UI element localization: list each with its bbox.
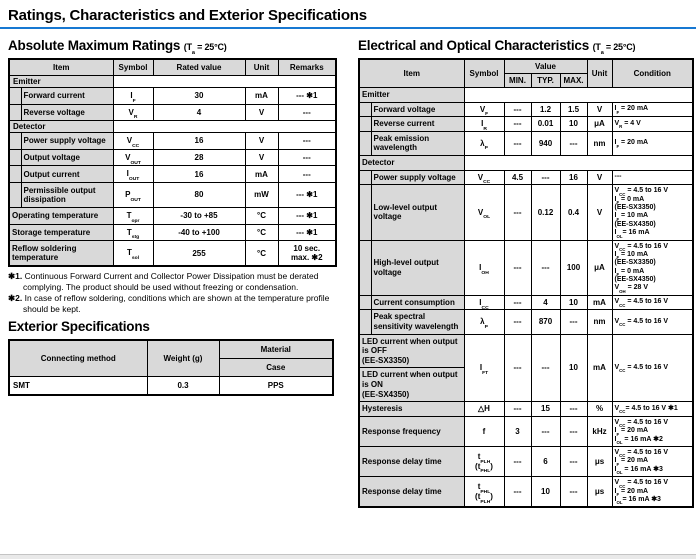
cell-symbol: $V_{CC}$ [464,170,504,185]
cell-min: 3 [504,416,531,446]
eoc-row [359,416,693,446]
cell-rated-value: 28 [153,149,245,166]
amr-footnotes [8,271,342,315]
cell-symbol: $t_{PLH}$ $(t_{PHL})$ [464,446,504,476]
cell-symbol: △H [464,402,504,417]
cell-min: --- [504,240,531,295]
cell-min: --- [504,446,531,476]
eoc-row [359,117,693,132]
cell-symbol: $P_{OUT}$ [113,182,153,207]
page-edge-band [0,554,696,559]
cell-min: --- [504,310,531,334]
cell-indent [359,185,371,240]
cell-blank [113,76,336,88]
cell-symbol: $\lambda_P$ [464,310,504,334]
eoc-row [359,170,693,185]
amr-row [9,121,336,133]
eoc-ta-note: $(T_a = 25^\circ C)$ [592,42,636,57]
cell-unit: V [245,133,278,150]
cell-condition: $I_F = 20$ mA [612,102,693,117]
col-header-symbol: Symbol [464,59,504,88]
eoc-header-row-1 [359,59,693,74]
cell-condition: $V_{CC} = 4.5$ to 16 V $I_F = 0$ mA (EE-SX3350) $I_F = 10$ mA (EE-SX4350) $I_{OL}= 16$ mA [612,185,693,240]
col-header-remarks: Remarks [278,59,336,76]
amr-row [9,88,336,105]
cell-symbol: $I_R$ [464,117,504,132]
cell-item: Hysteresis [359,402,464,417]
cell-symbol: $V_{OL}$ [464,185,504,240]
cell-item: Power supply voltage [371,170,464,185]
col-header-value: Value [504,59,587,74]
amr-row [9,224,336,241]
cell-unit: μs [587,446,612,476]
exterior-specifications-table [8,339,334,396]
col-header-symbol: Symbol [113,59,153,76]
cell-unit: °C [245,241,278,267]
cell-remarks: --- ✱1 [278,224,336,241]
cell-item: Peak emission wavelength [371,131,464,155]
cell-indent [9,88,21,105]
ext-header-row-1 [9,340,333,359]
cell-indent [9,104,21,121]
amr-row [9,133,336,150]
amr-table-body [9,76,336,267]
cell-remarks: --- [278,104,336,121]
cell-remarks: --- ✱1 [278,88,336,105]
cell-unit: % [587,402,612,417]
cell-unit: V [587,170,612,185]
cell-condition: $V_{CC} = 4.5$ to 16 V [612,295,693,310]
cell-min: --- [504,334,531,402]
cell-indent [359,240,371,295]
cell-rated-value: 16 [153,166,245,183]
cell-symbol: $I_{FT}$ [464,334,504,402]
eoc-row [359,131,693,155]
cell-typ: 4 [531,295,560,310]
cell-rated-value: 80 [153,182,245,207]
cell-item: Operating temperature [9,207,113,224]
eoc-row [359,295,693,310]
cell-item: Low-level output voltage [371,185,464,240]
eoc-row [359,446,693,476]
eoc-heading [358,38,694,57]
cell-typ: 940 [531,131,560,155]
exterior-heading: Exterior Specifications [8,318,150,334]
cell-indent [359,102,371,117]
cell-symbol: $V_{CC}$ [113,133,153,150]
cell-condition: $I_F = 20$ mA [612,131,693,155]
amr-row [9,149,336,166]
cell-condition: $V_R = 4$ V [612,117,693,132]
cell-item: Storage temperature [9,224,113,241]
cell-symbol: $V_{OUT}$ [113,149,153,166]
cell-section-item: Emitter [359,88,464,103]
cell-item: Response delay time [359,477,464,508]
eoc-table-body [359,88,693,508]
cell-condition: $V_{CC} = 4.5$ to 16 V [612,310,693,334]
left-column [8,34,342,396]
cell-symbol: $T_{opr}$ [113,207,153,224]
cell-unit: mA [245,166,278,183]
cell-max: --- [560,131,587,155]
amr-row [9,207,336,224]
cell-remarks: --- [278,166,336,183]
cell-blank [464,88,693,103]
two-column-layout [0,34,696,508]
cell-remarks: --- ✱1 [278,182,336,207]
cell-indent [359,310,371,334]
cell-indent [9,133,21,150]
amr-row [9,166,336,183]
electrical-optical-characteristics-table [358,58,694,508]
cell-symbol: $T_{stg}$ [113,224,153,241]
col-header-material: Material [219,340,333,359]
cell-case-material: PPS [219,376,333,395]
cell-min: 4.5 [504,170,531,185]
cell-item: Permissible output dissipation [21,182,113,207]
col-header-unit: Unit [587,59,612,88]
cell-connecting-method: SMT [9,376,147,395]
col-header-item: Item [359,59,464,88]
cell-max: 10 [560,117,587,132]
cell-typ: --- [531,240,560,295]
cell-rated-value: 16 [153,133,245,150]
cell-unit: nm [587,310,612,334]
col-header-case: Case [219,358,333,376]
cell-max: 10 [560,295,587,310]
col-header-item: Item [9,59,113,76]
cell-rated-value: 30 [153,88,245,105]
cell-unit: μA [587,117,612,132]
cell-unit: μA [587,240,612,295]
cell-max: 100 [560,240,587,295]
cell-max: --- [560,446,587,476]
cell-item: LED current when output is ON (EE-SX4350) [359,368,464,402]
eoc-row [359,240,693,295]
amr-heading-text: Absolute Maximum Ratings [8,38,181,53]
cell-max: 0.4 [560,185,587,240]
cell-unit: V [245,149,278,166]
cell-indent [359,295,371,310]
cell-condition: $V_{CC} = 4.5$ to 16 V $I_F = 20$ mA $I_{OL} = 16$ mA ✱3 [612,446,693,476]
eoc-row [359,185,693,240]
cell-min: --- [504,131,531,155]
eoc-row [359,310,693,334]
cell-typ: --- [531,334,560,402]
cell-symbol: $I_{OUT}$ [113,166,153,183]
cell-max: --- [560,477,587,508]
cell-indent [9,149,21,166]
cell-indent [9,182,21,207]
cell-condition: $V_{CC} = 4.5$ to 16 V $I_F = 20$ mA $I_{OL}= 16$ mA ✱3 [612,477,693,508]
col-header-rated-value: Rated value [153,59,245,76]
cell-item: Reflow soldering temperature [9,241,113,267]
amr-row [9,76,336,88]
cell-blank [464,155,693,170]
cell-indent [359,117,371,132]
cell-blank [113,121,336,133]
cell-remarks: --- [278,133,336,150]
cell-typ: 10 [531,477,560,508]
cell-typ: 0.12 [531,185,560,240]
right-column [358,34,694,508]
eoc-row [359,88,693,103]
cell-typ: 0.01 [531,117,560,132]
cell-symbol: $t_{PHL}$ $(t_{PLH})$ [464,477,504,508]
cell-condition: $V_{CC}= 4.5$ to 16 V ✱1 [612,402,693,417]
cell-unit: V [587,185,612,240]
cell-item: Response frequency [359,416,464,446]
cell-typ: --- [531,416,560,446]
cell-typ: 1.2 [531,102,560,117]
footnote: ✱1. Continuous Forward Current and Collector Power Dissipation must be derated complying. The product should be used without freezing or condensation. [8,271,319,292]
page-title: Ratings, Characteristics and Exterior Specifications [8,7,367,24]
cell-unit: V [587,102,612,117]
title-rule [0,27,696,29]
cell-unit: mA [587,334,612,402]
eoc-heading-text: Electrical and Optical Characteristics [358,38,590,53]
cell-item: High-level output voltage [371,240,464,295]
footnote-marker: ✱1. [8,271,23,282]
cell-unit: mW [245,182,278,207]
cell-weight: 0.3 [147,376,219,395]
cell-typ: --- [531,170,560,185]
cell-section-item: Detector [9,121,113,133]
eoc-row [359,402,693,417]
absolute-maximum-ratings-table [8,58,337,267]
footnote-marker: ✱2. [8,293,23,304]
cell-unit: kHz [587,416,612,446]
eoc-row [359,102,693,117]
cell-symbol: $V_R$ [113,104,153,121]
cell-section-item: Emitter [9,76,113,88]
cell-rated-value: -40 to +100 [153,224,245,241]
cell-rated-value: 255 [153,241,245,267]
cell-item: Reverse voltage [21,104,113,121]
amr-ta-note: $(T_a = 25^\circ C)$ [183,42,227,57]
cell-remarks: 10 sec. max. ✱2 [278,241,336,267]
eoc-row [359,155,693,170]
col-header-condition: Condition [612,59,693,88]
cell-item: Reverse current [371,117,464,132]
col-header-unit: Unit [245,59,278,76]
cell-item: Current consumption [371,295,464,310]
cell-item: Forward voltage [371,102,464,117]
cell-min: --- [504,477,531,508]
cell-typ: 870 [531,310,560,334]
footnote: ✱2. In case of reflow soldering, conditions which are shown at the temperature profile should be kept. [8,293,330,315]
cell-item: Output current [21,166,113,183]
cell-max: 1.5 [560,102,587,117]
col-header-weight: Weight (g) [147,340,219,377]
cell-item: Output voltage [21,149,113,166]
cell-min: --- [504,102,531,117]
cell-section-item: Detector [359,155,464,170]
cell-max: 10 [560,334,587,402]
amr-header-row [9,59,336,76]
amr-heading [8,38,342,57]
amr-row [9,104,336,121]
cell-max: --- [560,310,587,334]
cell-rated-value: -30 to +85 [153,207,245,224]
col-header-typ: TYP. [531,74,560,88]
cell-item: Forward current [21,88,113,105]
cell-condition: $V_{CC} = 4.5$ to 16 V $I_F = 20$ mA $I_{OL} = 16$ mA ✱2 [612,416,693,446]
cell-unit: °C [245,207,278,224]
cell-min: --- [504,402,531,417]
cell-min: --- [504,117,531,132]
cell-symbol: $I_F$ [113,88,153,105]
cell-symbol: $\lambda_P$ [464,131,504,155]
cell-unit: μs [587,477,612,508]
cell-symbol: f [464,416,504,446]
cell-max: --- [560,402,587,417]
amr-row [9,182,336,207]
cell-indent [9,166,21,183]
ext-data-row [9,376,333,395]
eoc-row [359,477,693,508]
eoc-row [359,334,693,368]
cell-typ: 15 [531,402,560,417]
col-header-connecting-method: Connecting method [9,340,147,377]
cell-symbol: $T_{sol}$ [113,241,153,267]
cell-typ: 6 [531,446,560,476]
col-header-min: MIN. [504,74,531,88]
cell-condition: $V_{CC} = 4.5$ to 16 V [612,334,693,402]
col-header-max: MAX. [560,74,587,88]
cell-min: --- [504,295,531,310]
cell-indent [359,170,371,185]
cell-max: 16 [560,170,587,185]
cell-symbol: $I_{CC}$ [464,295,504,310]
cell-unit: °C [245,224,278,241]
cell-unit: mA [245,88,278,105]
cell-max: --- [560,416,587,446]
cell-condition: $V_{CC} = 4.5$ to 16 V $I_F = 10$ mA (EE-SX3350) $I_F = 0$ mA (EE-SX4350) $V_{OH} = 28$ V [612,240,693,295]
amr-row [9,241,336,267]
cell-symbol: $I_{OH}$ [464,240,504,295]
cell-condition: --- [612,170,693,185]
cell-unit: mA [587,295,612,310]
cell-item: LED current when output is OFF (EE-SX3350) [359,334,464,368]
cell-remarks: --- [278,149,336,166]
cell-item: Peak spectral sensitivity wavelength [371,310,464,334]
cell-remarks: --- ✱1 [278,207,336,224]
cell-indent [359,131,371,155]
cell-unit: V [245,104,278,121]
cell-min: --- [504,185,531,240]
cell-symbol: $V_F$ [464,102,504,117]
cell-item: Power supply voltage [21,133,113,150]
cell-item: Response delay time [359,446,464,476]
cell-rated-value: 4 [153,104,245,121]
cell-unit: nm [587,131,612,155]
